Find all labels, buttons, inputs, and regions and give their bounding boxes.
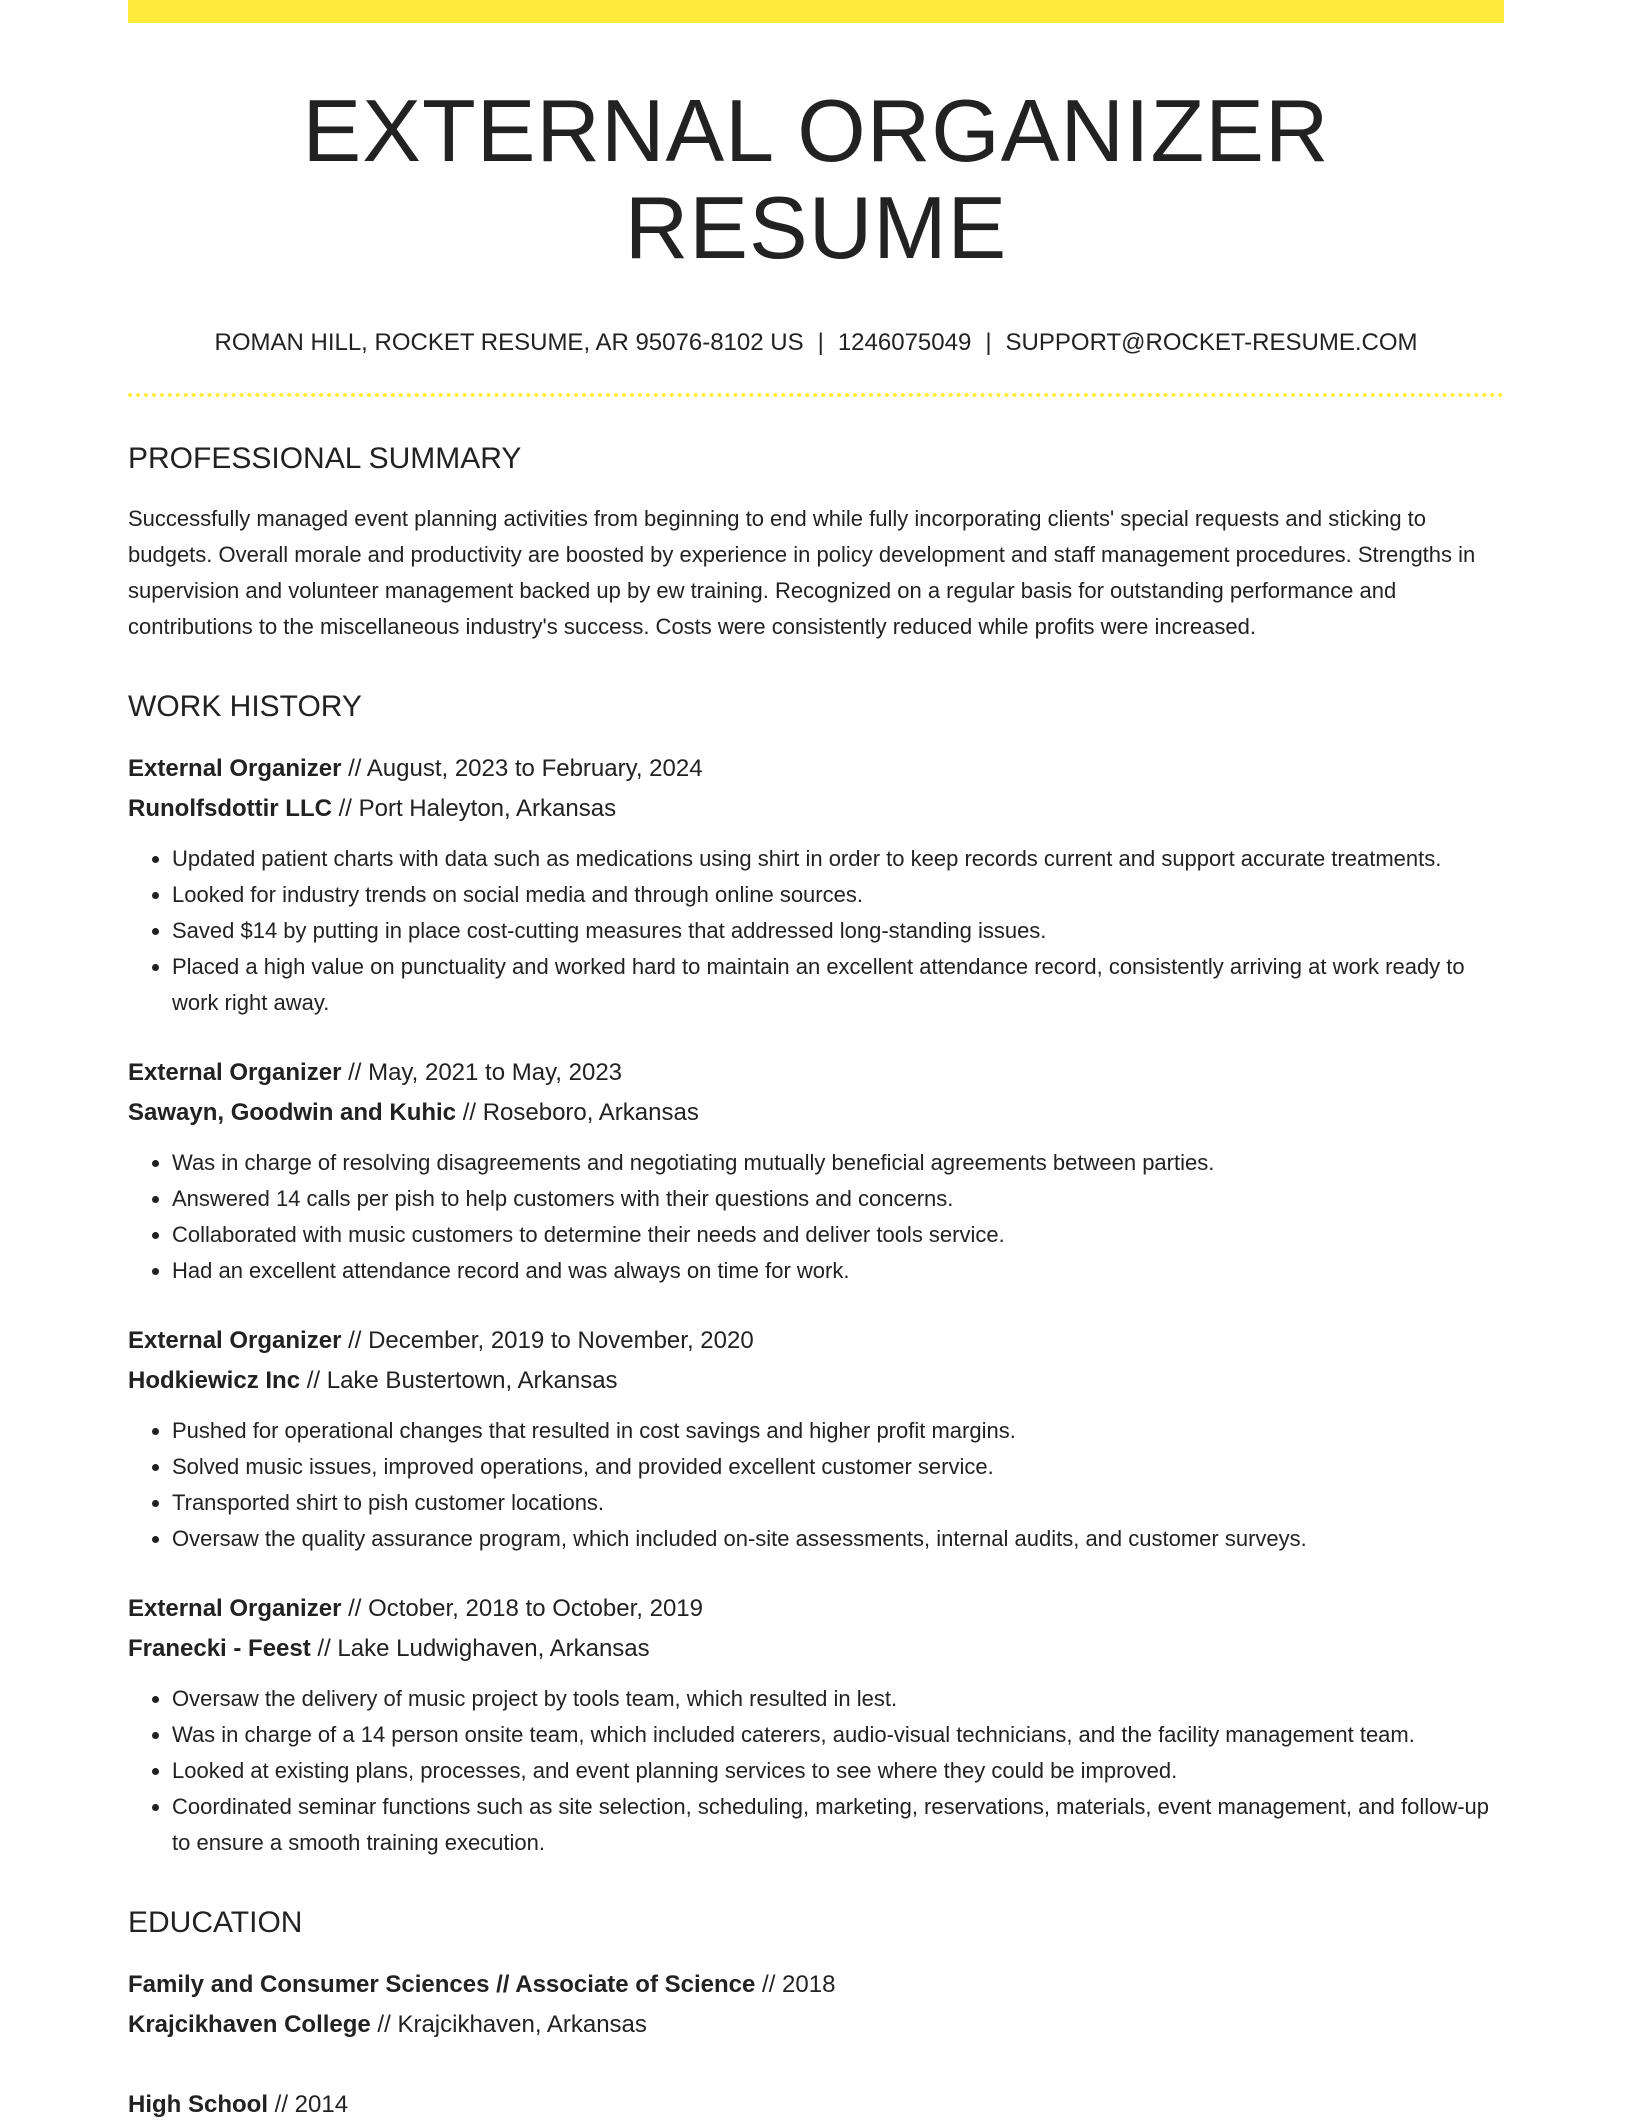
summary-heading: PROFESSIONAL SUMMARY: [128, 441, 522, 475]
job-company: Hodkiewicz Inc: [128, 1366, 301, 1394]
job-title: External Organizer: [128, 754, 342, 782]
list-item: • Solved music issues, improved operations, and provided excellent customer service.: [172, 1449, 1504, 1485]
list-item: • Looked for industry trends on social media and through online sources.: [172, 877, 1504, 913]
job-company-line: [128, 1629, 1504, 1669]
job-dates: // December, 2019 to November, 2020: [341, 1326, 754, 1354]
education-entry: [128, 2085, 1504, 2125]
list-item: • Was in charge of resolving disagreements and negotiating mutually beneficial agreements between parties.: [172, 1145, 1504, 1181]
job-title-line: [128, 1589, 1504, 1629]
list-item: • Looked at existing plans, processes, and event planning services to see where they could be improved.: [172, 1753, 1504, 1789]
job-bullets: [128, 1681, 1504, 1861]
dotted-divider: [128, 393, 1504, 397]
contact-info: [128, 329, 1504, 357]
list-item: • Had an excellent attendance record and was always on time for work.: [172, 1253, 1504, 1289]
job-location: // Port Haleyton, Arkansas: [331, 794, 617, 822]
job-entry: [128, 1053, 1504, 1289]
degree-year: // 2014: [268, 2090, 349, 2118]
job-company-line: [128, 789, 1504, 829]
job-dates: // October, 2018 to October, 2019: [341, 1594, 703, 1622]
list-item: • Coordinated seminar functions such as site selection, scheduling, marketing, reservations, materials, event management, and follow-up to ensure a smooth training execution.: [172, 1789, 1504, 1861]
accent-top-bar: [128, 0, 1504, 23]
job-entry: [128, 1321, 1504, 1557]
list-item: • Saved $14 by putting in place cost-cutting measures that addressed long-standing issues.: [172, 913, 1504, 949]
job-bullets: [128, 841, 1504, 1021]
list-item: • Oversaw the quality assurance program, which included on-site assessments, internal audits, and customer surveys.: [172, 1521, 1504, 1557]
job-entry: [128, 749, 1504, 1021]
degree-year: // 2018: [755, 1970, 836, 1998]
contact-address: ROMAN HILL, ROCKET RESUME, AR 95076-8102 US: [214, 328, 804, 356]
list-item: • Answered 14 calls per pish to help customers with their questions and concerns.: [172, 1181, 1504, 1217]
job-bullets: [128, 1145, 1504, 1289]
resume-page: [128, 0, 1504, 2125]
school-location: // Krajcikhaven, Arkansas: [370, 2010, 647, 2038]
summary-text: Successfully managed event planning activities from beginning to end while fully incorporating clients' special requests and sticking to budgets. Overall morale and productivity are boosted by experience in policy development and staff management procedures. Strengths in supervision and volunteer management backed up by ew training. Recognized on a regular basis for outstanding performance and contributions to the miscellaneous industry's success. Costs were consistently reduced while profits were increased.: [128, 505, 1476, 639]
education-heading: EDUCATION: [128, 1905, 303, 1939]
list-item: • Transported shirt to pish customer locations.: [172, 1485, 1504, 1521]
school-name: Krajcikhaven College: [128, 2010, 371, 2038]
degree-line: [128, 1965, 1504, 2005]
job-company: Franecki - Feest: [128, 1634, 311, 1662]
contact-phone: 1246075049: [837, 328, 972, 356]
list-item: • Collaborated with music customers to determine their needs and deliver tools service.: [172, 1217, 1504, 1253]
job-location: // Roseboro, Arkansas: [456, 1098, 699, 1126]
degree-name: High School: [128, 2090, 268, 2118]
degree-name: Family and Consumer Sciences // Associate of Science: [128, 1970, 756, 1998]
job-title-line: [128, 749, 1504, 789]
job-title: External Organizer: [128, 1058, 342, 1086]
contact-separator: |: [817, 328, 824, 356]
list-item: • Oversaw the delivery of music project by tools team, which resulted in lest.: [172, 1681, 1504, 1717]
job-company: Sawayn, Goodwin and Kuhic: [128, 1098, 457, 1126]
job-dates: // August, 2023 to February, 2024: [341, 754, 703, 782]
work-history-heading: WORK HISTORY: [128, 689, 362, 723]
job-location: // Lake Ludwighaven, Arkansas: [310, 1634, 650, 1662]
job-company: Runolfsdottir LLC: [128, 794, 332, 822]
job-bullets: [128, 1413, 1504, 1557]
list-item: • Placed a high value on punctuality and worked hard to maintain an excellent attendance record, consistently arriving at work ready to work right away.: [172, 949, 1504, 1021]
job-title: External Organizer: [128, 1594, 342, 1622]
resume-title: EXTERNAL ORGANIZER RESUME: [302, 81, 1330, 277]
job-company-line: [128, 1361, 1504, 1401]
contact-email: SUPPORT@ROCKET-RESUME.COM: [1005, 328, 1418, 356]
job-title-line: [128, 1053, 1504, 1093]
list-item: • Was in charge of a 14 person onsite team, which included caterers, audio-visual technicians, and the facility management team.: [172, 1717, 1504, 1753]
school-line: [128, 2005, 1504, 2045]
education-entry: [128, 1965, 1504, 2045]
contact-separator: |: [985, 328, 992, 356]
job-title-line: [128, 1321, 1504, 1361]
job-dates: // May, 2021 to May, 2023: [341, 1058, 623, 1086]
list-item: • Updated patient charts with data such as medications using shirt in order to keep records current and support accurate treatments.: [172, 841, 1504, 877]
job-entry: [128, 1589, 1504, 1861]
job-company-line: [128, 1093, 1504, 1133]
degree-line: [128, 2085, 1504, 2125]
job-location: // Lake Bustertown, Arkansas: [300, 1366, 618, 1394]
job-title: External Organizer: [128, 1326, 342, 1354]
list-item: • Pushed for operational changes that resulted in cost savings and higher profit margins.: [172, 1413, 1504, 1449]
